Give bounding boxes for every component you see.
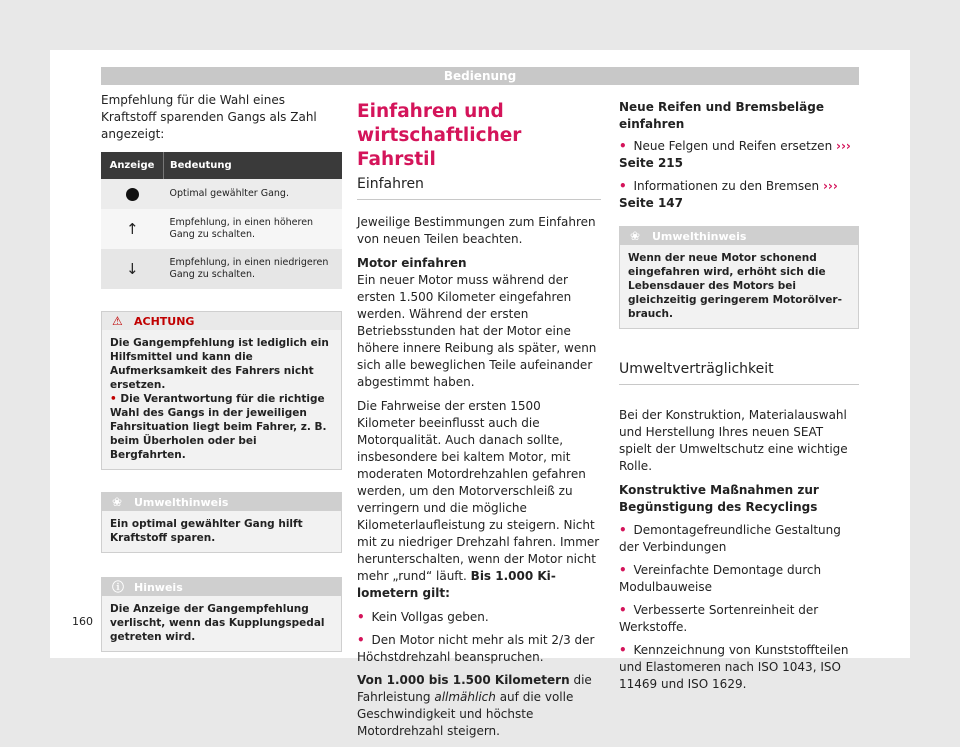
warning-bullet: Die Verantwortung für die richtige Wahl des Gangs in der jeweiligen Fahrsituation liegt beim Fahrer, z. B. beim Überholen oder bei Bergfahrten. — [110, 393, 327, 461]
info-text: Die Anzeige der Gangempfehlung verlischt, wenn das Kupplungspedal getreten wird. — [110, 603, 325, 643]
recycling-subhead: Konstruktive Maßnahmen zur Begünstigung des Recyclings — [619, 483, 819, 514]
chapter-heading: Einfahren und wirtschaftlicher Fahrstil — [357, 101, 522, 170]
flower-icon: ❀ — [630, 229, 641, 243]
table-row — [101, 179, 342, 209]
intro-text: Empfehlung für die Wahl eines Kraftstoff sparenden Gangs als Zahl angezeigt: — [101, 93, 317, 141]
paragraph: Bei der Konstruktion, Materialauswahl und Herstellung Ihres neuen SEAT spielt der Umweltschutz eine wichtige Rolle. — [619, 408, 848, 473]
info-note-box — [101, 577, 342, 652]
manual-page — [50, 50, 910, 738]
section-header: Bedienung — [101, 67, 859, 85]
cross-reference-arrow[interactable]: ››› — [822, 179, 838, 193]
paragraph: Jeweilige Bestimmungen zum Einfahren von neuen Teilen beachten. — [357, 215, 596, 246]
list-item: • Den Motor nicht mehr als mit 2/3 der Höchstdrehzahl beanspruchen. — [357, 633, 595, 664]
warning-text: Die Gangempfehlung ist lediglich ein Hilfsmittel und kann die Aufmerksamkeit des Fahrers nicht ersetzen. — [110, 337, 329, 391]
flower-icon: ❀ — [112, 495, 123, 509]
section-subheading: Einfahren — [357, 176, 601, 200]
environment-title: Umwelthinweis — [652, 230, 747, 243]
bullet-icon: • — [110, 393, 117, 405]
paragraph: Von 1.000 bis 1.500 Kilometern die Fahrleistung allmählich auf die volle Geschwindigkeit und höchste Motordrehzahl steigern. — [357, 673, 592, 738]
table-cell-meaning: Empfehlung, in einen niedrigeren Gang zu schalten. — [164, 249, 343, 289]
list-item: • Kennzeichnung von Kunststoffteilen und Elastomeren nach ISO 1043, ISO 11469 und ISO 1629. — [619, 643, 849, 691]
column-right — [619, 92, 859, 699]
list-item: • Neue Felgen und Reifen ersetzen ››› Seite 215 — [619, 139, 851, 170]
list-item: • Demontagefreundliche Gestaltung der Verbindungen — [619, 523, 841, 554]
table-row — [101, 209, 342, 249]
paragraph: Die Fahrweise der ersten 1500 Kilometer beeinflusst auch die Motorqualität. Auch danach sollte, insbesondere bei kaltem Motor, mit moderaten Motordrehzahlen gefahren werden, um den Motorverschleiß zu verringern und die mögliche Kilometerlaufleistung zu steigern. Nicht mit zu niedriger Drehzahl fahren. Immer herunterschalten, wenn der Motor nicht mehr „rund“ läuft. Bis 1.000 Kilometern gilt: — [357, 399, 600, 600]
environment-note-box — [619, 226, 859, 329]
environment-text: Ein optimal gewählter Gang hilft Kraftstoff sparen. — [110, 518, 303, 544]
column-middle — [357, 92, 601, 747]
environment-text: Wenn der neue Motor schonend eingefahren wird, erhöht sich die Lebensdauer des Motors bei gleichzeitig geringerem Motorölverbrauch. — [628, 252, 842, 320]
list-item: • Verbesserte Sortenreinheit der Werkstoffe. — [619, 603, 819, 634]
list-item: • Informationen zu den Bremsen ››› Seite 147 — [619, 179, 838, 210]
warning-box — [101, 311, 342, 470]
gear-display-table — [101, 152, 342, 289]
table-row — [101, 249, 342, 289]
arrow-down-icon: ↓ — [101, 249, 164, 289]
table-cell-meaning: Empfehlung, in einen höheren Gang zu schalten. — [164, 209, 343, 249]
warning-triangle-icon: ⚠ — [112, 314, 123, 328]
list-item: • Vereinfachte Demontage durch Modulbauweise — [619, 563, 822, 594]
page-number: 160 — [72, 615, 93, 628]
info-icon: ⓘ — [112, 580, 125, 594]
motor-title: Motor einfahren — [357, 256, 467, 270]
page-reference-link[interactable]: Seite 215 — [619, 156, 683, 170]
list-item: • Kein Vollgas geben. — [357, 610, 489, 624]
environment-title: Umwelthinweis — [134, 496, 229, 509]
info-title: Hinweis — [134, 581, 183, 594]
page-reference-link[interactable]: Seite 147 — [619, 196, 683, 210]
environment-note-box — [101, 492, 342, 553]
warning-title: ACHTUNG — [134, 315, 195, 328]
table-header-meaning: Bedeutung — [164, 152, 343, 179]
tires-title: Neue Reifen und Bremsbeläge einfahren — [619, 100, 824, 131]
cross-reference-arrow[interactable]: ››› — [836, 139, 851, 153]
table-header-display: Anzeige — [101, 152, 164, 179]
arrow-up-icon: ↑ — [101, 209, 164, 249]
section-subheading: Umweltverträglichkeit — [619, 361, 859, 385]
column-left — [101, 92, 342, 652]
filled-circle-icon — [126, 188, 139, 201]
table-header-row — [101, 152, 342, 179]
paragraph: Ein neuer Motor muss während der ersten 1.500 Kilometer eingefahren werden. Während der ersten Betriebsstunden hat der Motor eine höhere innere Reibung als später, wenn sich alle beweglichen Teile aufeinander abgestimmt haben. — [357, 273, 597, 389]
table-cell-meaning: Optimal gewählter Gang. — [164, 179, 343, 209]
